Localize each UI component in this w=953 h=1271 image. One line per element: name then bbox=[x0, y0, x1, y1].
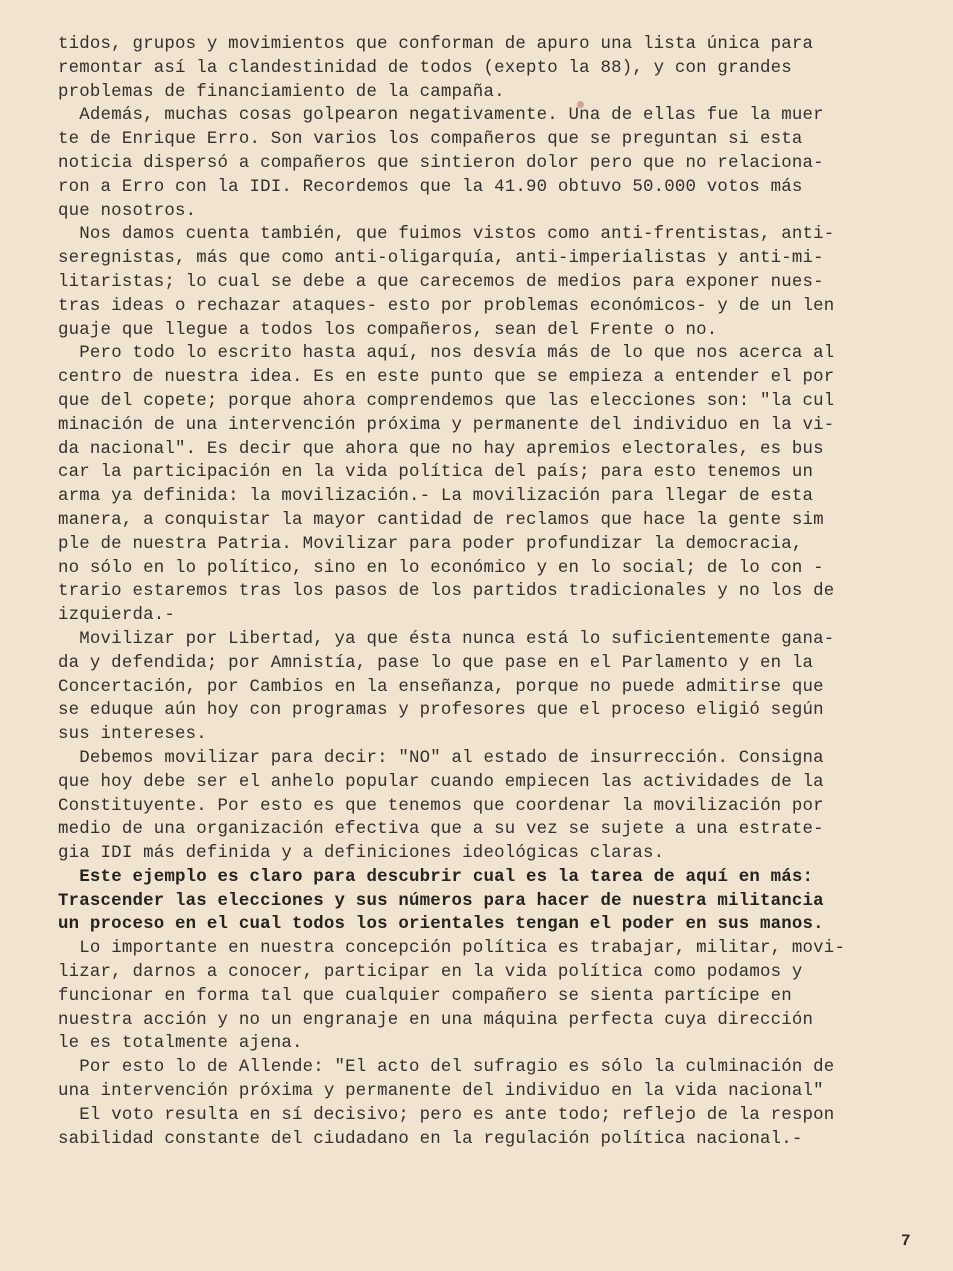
paragraph-2: Además, muchas cosas golpearon negativamente. Una de ellas fue la muer te de Enrique Erro. Son varios los compañeros que se preguntan si esta noticia dispersó a compañeros que sintieron dolor pero que no relaciona- ron a Erro con la IDI. Recordemos que la 41.90 obtuvo 50.000 votos más que nosotros. bbox=[58, 106, 824, 221]
paragraph-9: Por esto lo de Allende: "El acto del sufragio es sólo la culminación de una intervención próxima y permanente del individuo en la vida nacional" El voto resulta en sí decisivo; pero es ante todo; reflejo de la respon sabilidad constante del ciudadano en la regulación política nacional.- bbox=[58, 1058, 835, 1149]
page-number: 7 bbox=[901, 1232, 911, 1250]
paragraph-8: Lo importante en nuestra concepción política es trabajar, militar, movi- lizar, darnos a conocer, participar en la vida política como podamos y funcionar en forma tal que cualquier compañero se sienta partícipe en nuestra acción y no un engranaje en una máquina perfecta cuya dirección le es totalmente ajena. bbox=[58, 939, 846, 1054]
paragraph-6: Debemos movilizar para decir: "NO" al estado de insurrección. Consigna que hoy debe ser el anhelo popular cuando empiecen las actividades de la Constituyente. Por esto es que tenemos que coordenar la movilización por medio de una organización efectiva que a su vez se sujete a una estrate- gia IDI más definida y a definiciones ideológicas claras. bbox=[58, 748, 824, 864]
paragraph-7-emphasis: Este ejemplo es claro para descubrir cual es la tarea de aquí en más: Trascender las elecciones y sus números para hacer de nuestra militancia un proceso en el cual todos los orientales tengan el poder en sus manos. bbox=[58, 867, 824, 935]
paragraph-3: Nos damos cuenta también, que fuimos vistos como anti-frentistas, anti- seregnistas, más que como anti-oligarquía, anti-imperialistas y anti-mi- litaristas; lo cual se debe a que carecemos de medios para exponer nues- tras ideas o rechazar ataques- esto por problemas económicos- y de un len guaje que llegue a todos los compañeros, sean del Frente o no. bbox=[58, 225, 835, 340]
document-body bbox=[58, 33, 934, 1151]
paragraph-4: Pero todo lo escrito hasta aquí, nos desvía más de lo que nos acerca al centro de nuestra idea. Es en este punto que se empieza a entender el por que del copete; porque ahora comprendemos que las elecciones son: "la cul minación de una intervención próxima y permanente del individuo en la vi- da nacional". Es decir que ahora que no hay apremios electorales, es bus car la participación en la vida política del país; para esto tenemos un arma ya definida: la movilización.- La movilización para llegar de esta manera, a conquistar la mayor cantidad de reclamos que hace la gente sim ple de nuestra Patria. Movilizar para poder profundizar la democracia, no sólo en lo político, sino en lo económico y en lo social; de lo con - trario estaremos tras los pasos de los partidos tradicionales y no los de izquierda.- bbox=[58, 344, 835, 626]
paragraph-1: tidos, grupos y movimientos que conforman de apuro una lista única para remontar así la clandestinidad de todos (exepto la 88), y con grandes problemas de financiamiento de la campaña. bbox=[58, 35, 814, 102]
paragraph-5: Movilizar por Libertad, ya que ésta nunca está lo suficientemente gana- da y defendida; por Amnistía, pase lo que pase en el Parlamento y en la Concertación, por Cambios en la enseñanza, porque no puede admitirse que se eduque aún hoy con programas y profesores que el proceso eligió según sus intereses. bbox=[58, 629, 835, 745]
